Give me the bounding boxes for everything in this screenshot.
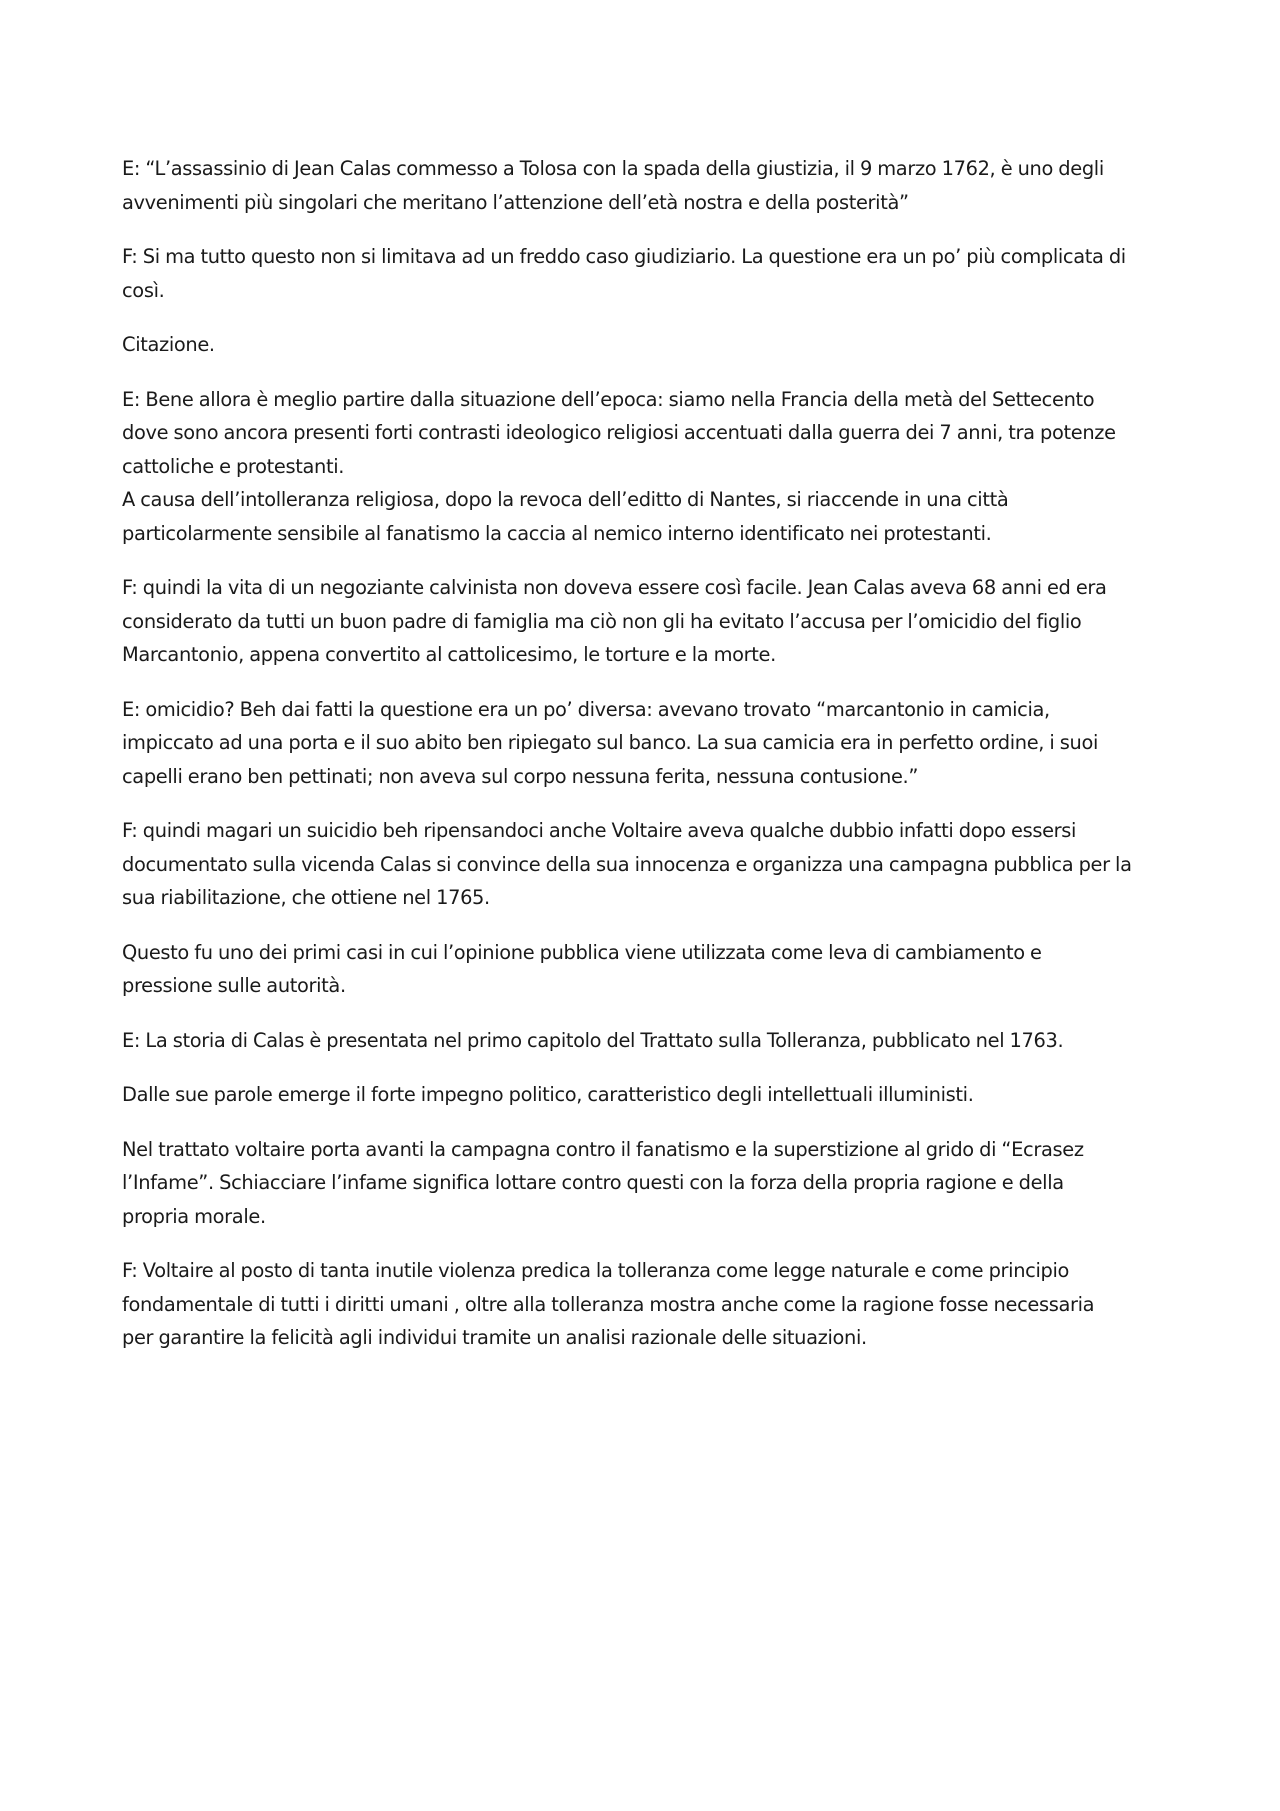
paragraph-line: F: quindi magari un suicidio beh ripensandoci anche Voltaire aveva qualche dubbio infatti dopo essersi (122, 819, 1077, 842)
paragraph-line: avvenimenti più singolari che meritano l’attenzione dell’età nostra e della posterità” (122, 190, 909, 214)
paragraph-9 (122, 1024, 1167, 1058)
paragraph-line: particolarmente sensibile al fanatismo la caccia al nemico interno identificato nei protestanti. (122, 521, 992, 545)
paragraph-line: E: La storia di Calas è presentata nel primo capitolo del Trattato sulla Tolleranza, pubblicato nel 1763. (122, 1028, 1064, 1052)
paragraph-line: documentato sulla vicenda Calas si convince della sua innocenza e organizza una campagna pubblica per la (122, 852, 1132, 876)
paragraph-line: Citazione. (122, 333, 215, 356)
paragraph-line: A causa dell’intolleranza religiosa, dopo la revoca dell’editto di Nantes, si riaccende in una città (122, 488, 1009, 511)
paragraph-line: E: omicidio? Beh dai fatti la questione era un po’ diversa: avevano trovato “marcantonio in camicia, (122, 697, 1050, 721)
paragraph-8 (122, 936, 1167, 1003)
paragraph-2 (122, 240, 1167, 307)
paragraph-line: F: Voltaire al posto di tanta inutile violenza predica la tolleranza come legge naturale e come principio (122, 1259, 1069, 1282)
paragraph-6 (122, 693, 1167, 794)
paragraph-5 (122, 571, 1167, 672)
paragraph-line: dove sono ancora presenti forti contrasti ideologico religiosi accentuati dalla guerra dei 7 anni, tra potenze (122, 421, 1116, 444)
paragraph-line: E: “L’assassinio di Jean Calas commesso a Tolosa con la spada della giustizia, il 9 marzo 1762, è uno degli (122, 157, 1104, 180)
paragraph-11 (122, 1133, 1167, 1234)
paragraph-1 (122, 152, 1167, 219)
paragraph-line: impiccato ad una porta e il suo abito ben ripiegato sul banco. La sua camicia era in perfetto ordine, i suoi (122, 731, 1098, 754)
paragraph-line: propria morale. (122, 1204, 266, 1228)
paragraph-line: Questo fu uno dei primi casi in cui l’opinione pubblica viene utilizzata come leva di cambiamento e (122, 940, 1042, 964)
paragraph-line: l’Infame”. Schiacciare l’infame significa lottare contro questi con la forza della propria ragione e della (122, 1171, 1064, 1194)
paragraph-line: per garantire la felicità agli individui tramite un analisi razionale delle situazioni. (122, 1326, 867, 1349)
paragraph-line: F: Si ma tutto questo non si limitava ad un freddo caso giudiziario. La questione era un po’ più complicata di (122, 245, 1126, 268)
paragraph-4 (122, 383, 1167, 551)
paragraph-line: Nel trattato voltaire porta avanti la campagna contro il fanatismo e la superstizione al grido di “Ecrasez (122, 1137, 1084, 1161)
paragraph-line: cattoliche e protestanti. (122, 454, 345, 478)
paragraph-line: Dalle sue parole emerge il forte impegno politico, caratteristico degli intellettuali illuministi. (122, 1083, 974, 1106)
paragraph-12 (122, 1254, 1167, 1355)
paragraph-line: sua riabilitazione, che ottiene nel 1765. (122, 886, 490, 909)
paragraph-line: pressione sulle autorità. (122, 974, 346, 997)
paragraph-line: considerato da tutti un buon padre di famiglia ma ciò non gli ha evitato l’accusa per l’omicidio del figlio (122, 609, 1082, 633)
paragraph-line: Marcantonio, appena convertito al cattolicesimo, le torture e la morte. (122, 643, 776, 666)
paragraph-line: E: Bene allora è meglio partire dalla situazione dell’epoca: siamo nella Francia della metà del Settecento (122, 387, 1095, 411)
document-body (122, 152, 1167, 1376)
paragraph-3 (122, 328, 1167, 362)
paragraph-line: così. (122, 278, 165, 302)
paragraph-line: capelli erano ben pettinati; non aveva sul corpo nessuna ferita, nessuna contusione.” (122, 764, 919, 788)
paragraph-10 (122, 1078, 1167, 1112)
paragraph-line: fondamentale di tutti i diritti umani , oltre alla tolleranza mostra anche come la ragione fosse necessaria (122, 1292, 1095, 1316)
paragraph-line: F: quindi la vita di un negoziante calvinista non doveva essere così facile. Jean Calas aveva 68 anni ed era (122, 576, 1107, 599)
paragraph-7 (122, 814, 1167, 915)
